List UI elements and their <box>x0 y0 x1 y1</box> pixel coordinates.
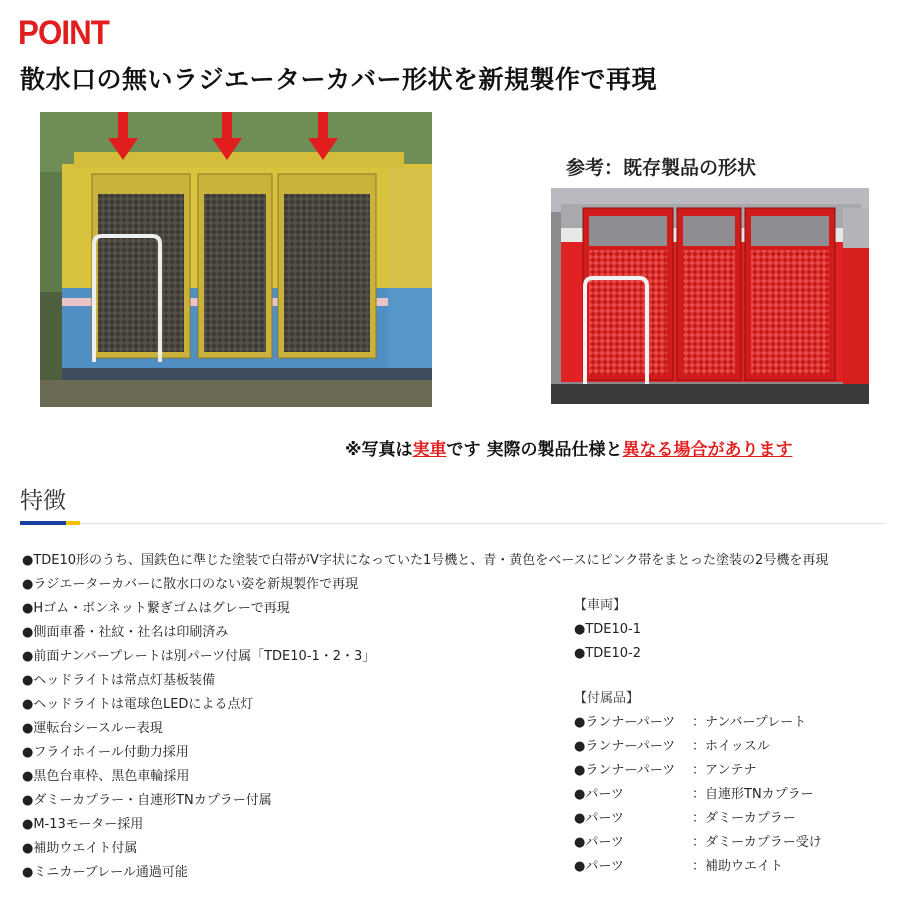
feature-item: ●補助ウエイト付属 <box>22 841 138 856</box>
radiator-cover-photo <box>40 112 432 407</box>
feature-item: ●黒色台車枠、黒色車輪採用 <box>22 769 190 784</box>
accessory-item <box>574 858 822 882</box>
accessory-type: ●ランナーパーツ <box>574 763 676 778</box>
features-heading: 特徴 <box>20 488 66 514</box>
existing-product-photo <box>551 188 869 404</box>
headline: 散水口の無いラジエーターカバー形状を新規製作で再現 <box>20 65 658 94</box>
accessory-name: ：自連形TNカプラー <box>692 787 814 802</box>
accessory-name: ：アンテナ <box>692 763 757 778</box>
reference-photo <box>551 188 869 404</box>
accessory-list-heading: 【付属品】 <box>574 691 640 706</box>
accessory-type: ●パーツ <box>574 787 624 802</box>
accessory-item <box>574 786 822 810</box>
feature-item: ●ヘッドライトは電球色LEDによる点灯 <box>22 697 254 712</box>
point-label: POINT <box>18 14 109 52</box>
accessory-name: ：ホイッスル <box>692 739 770 754</box>
accessory-type: ●パーツ <box>574 811 624 826</box>
feature-item: ●Hゴム・ボンネット繋ぎゴムはグレーで再現 <box>22 601 290 616</box>
feature-item: ●ラジエーターカバーに散水口のない姿を新規製作で再現 <box>22 577 359 592</box>
accessory-item <box>574 738 822 762</box>
accessory-name: ：ダミーカプラー <box>692 811 796 826</box>
main-photo <box>40 112 432 407</box>
disclaimer-real-car: 実車 <box>412 440 447 460</box>
feature-item: ●ミニカーブレール通過可能 <box>22 865 188 880</box>
feature-item: ●TDE10形のうち、国鉄色に準じた塗装で白帯がV字状になっていた1号機と、青・黄色をベースにピンク帯をまとった塗装の2号機を再現 <box>22 553 829 568</box>
feature-item: ●側面車番・社紋・社名は印刷済み <box>22 625 229 640</box>
accessory-type: ●パーツ <box>574 859 624 874</box>
feature-item: ●運転台シースルー表現 <box>22 721 163 736</box>
accessory-type: ●ランナーパーツ <box>574 715 676 730</box>
heading-accent-blue <box>20 521 66 525</box>
feature-item: ●フライホイール付動力採用 <box>22 745 189 760</box>
heading-accent-yellow <box>66 521 80 525</box>
feature-item: ●前面ナンバープレートは別パーツ付属「TDE10-1・2・3」 <box>22 649 376 664</box>
car-list <box>574 597 641 669</box>
car-item: ●TDE10-1 <box>574 622 642 637</box>
accessory-item <box>574 714 822 738</box>
reference-caption: 参考：既存製品の形状 <box>566 157 757 179</box>
accessory-name: ：ナンバープレート <box>692 715 807 730</box>
accessory-type: ●パーツ <box>574 835 624 850</box>
car-item: ●TDE10-2 <box>574 646 642 661</box>
accessory-item <box>574 810 822 834</box>
disclaimer-part3: です 実際の製品仕様と <box>446 440 623 460</box>
accessory-item <box>574 762 822 786</box>
disclaimer-part1: ※写真は <box>345 440 413 460</box>
accessory-name: ：ダミーカプラー受け <box>692 835 822 850</box>
feature-item: ●ヘッドライトは常点灯基板装備 <box>22 673 215 688</box>
accessory-list <box>574 690 822 882</box>
accessory-name: ：補助ウエイト <box>692 859 784 874</box>
accessory-item <box>574 834 822 858</box>
feature-item: ●ダミーカプラー・自連形TNカプラー付属 <box>22 793 272 808</box>
disclaimer <box>345 435 792 460</box>
accessory-type: ●ランナーパーツ <box>574 739 676 754</box>
car-list-heading: 【車両】 <box>574 598 627 613</box>
heading-divider <box>20 523 886 524</box>
disclaimer-may-differ: 異なる場合があります <box>622 440 793 460</box>
feature-item: ●M-13モーター採用 <box>22 817 144 832</box>
